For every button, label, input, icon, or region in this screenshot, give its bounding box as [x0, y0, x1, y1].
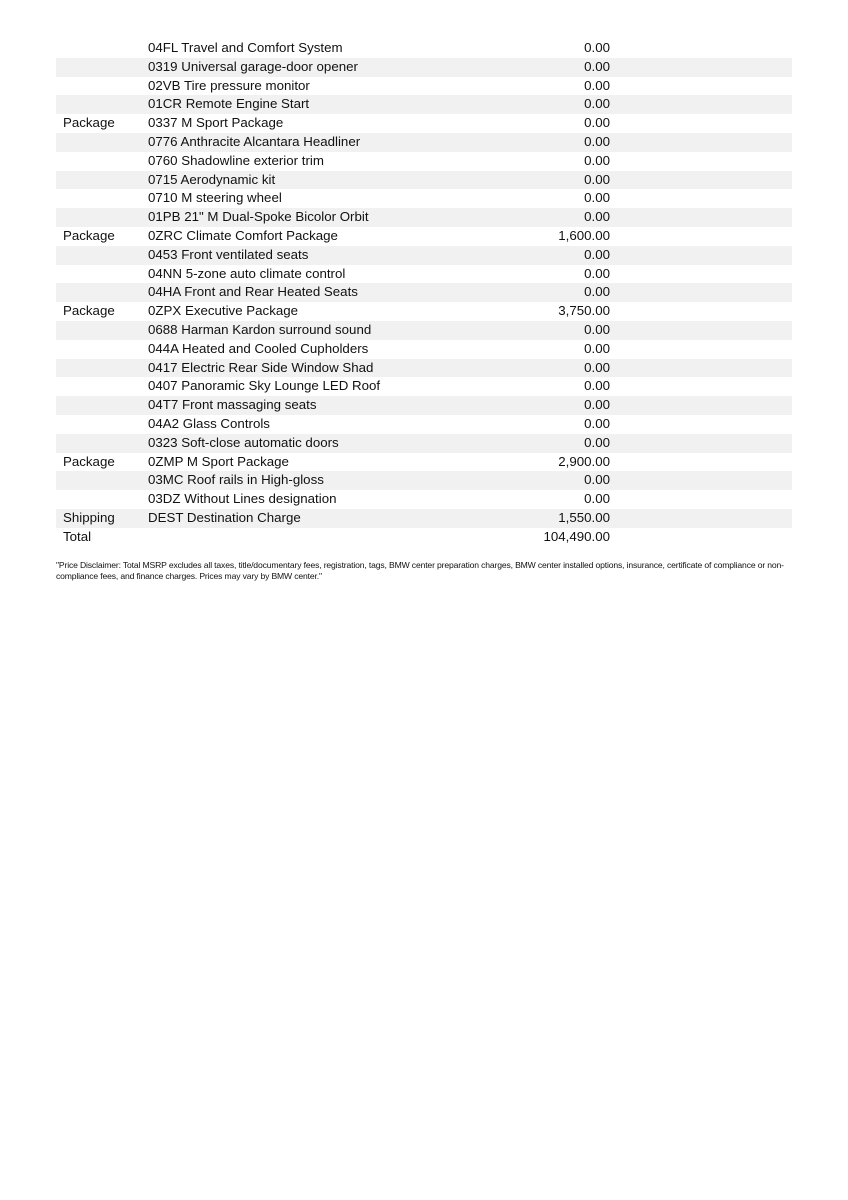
row-description: 0688 Harman Kardon surround sound	[148, 321, 372, 337]
table-row	[56, 95, 792, 114]
row-price: 0.00	[584, 472, 610, 488]
row-price: 0.00	[584, 115, 610, 131]
row-price: 0.00	[584, 397, 610, 413]
row-type	[56, 265, 148, 284]
row-type	[56, 471, 148, 490]
row-type: Package	[63, 115, 115, 131]
table-row	[56, 246, 792, 265]
row-price: 0.00	[584, 40, 610, 55]
row-price: 0.00	[584, 58, 610, 74]
row-description: 01PB 21" M Dual-Spoke Bicolor Orbit	[148, 209, 369, 225]
table-row	[56, 152, 792, 171]
row-type	[56, 246, 148, 265]
table-row	[56, 396, 792, 415]
row-type	[56, 434, 148, 453]
row-description: 03DZ Without Lines designation	[148, 491, 337, 507]
table-row	[56, 133, 792, 152]
row-price: 0.00	[584, 77, 610, 93]
row-description: 0760 Shadowline exterior trim	[148, 152, 324, 168]
row-price: 0.00	[584, 415, 610, 431]
row-type: Package	[63, 227, 115, 243]
table-row	[56, 265, 792, 284]
row-description: 04A2 Glass Controls	[148, 415, 270, 431]
row-type	[56, 133, 148, 152]
table-row	[56, 208, 792, 227]
price-disclaimer: "Price Disclaimer: Total MSRP excludes all taxes, title/documentary fees, registration, tags, BMW center preparation charges, BMW center installed options, insurance, certificate of compliance or non-compliance fees, and finance charges. Prices may vary by BMW center."	[56, 559, 784, 581]
row-price: 0.00	[584, 378, 610, 394]
row-price: 0.00	[584, 246, 610, 262]
row-description: DEST Destination Charge	[148, 509, 301, 525]
row-type: Shipping	[63, 509, 115, 525]
row-description: 0407 Panoramic Sky Lounge LED Roof	[148, 378, 381, 394]
total-row	[56, 528, 792, 547]
row-type	[56, 189, 148, 208]
row-price: 0.00	[584, 209, 610, 225]
row-type	[56, 39, 148, 58]
table-row	[56, 39, 792, 58]
table-row	[56, 490, 792, 509]
price-sheet	[56, 39, 792, 582]
row-price: 2,900.00	[558, 453, 610, 469]
row-type	[56, 321, 148, 340]
row-type	[56, 171, 148, 190]
row-description: 04NN 5-zone auto climate control	[148, 265, 346, 281]
row-description: 0453 Front ventilated seats	[148, 246, 309, 262]
row-description: 0715 Aerodynamic kit	[148, 171, 276, 187]
table-row	[56, 114, 792, 133]
table-row	[56, 227, 792, 246]
table-row	[56, 340, 792, 359]
row-type	[56, 283, 148, 302]
row-price: 0.00	[584, 171, 610, 187]
table-row	[56, 77, 792, 96]
row-description: 0337 M Sport Package	[148, 115, 284, 131]
row-price: 0.00	[584, 96, 610, 112]
row-price: 0.00	[584, 190, 610, 206]
table-row	[56, 283, 792, 302]
row-type	[56, 396, 148, 415]
row-type	[56, 77, 148, 96]
row-price: 3,750.00	[558, 303, 610, 319]
row-price: 1,600.00	[558, 227, 610, 243]
row-price: 0.00	[584, 340, 610, 356]
table-row	[56, 171, 792, 190]
table-row	[56, 377, 792, 396]
row-price: 0.00	[584, 265, 610, 281]
table-row	[56, 321, 792, 340]
table-row	[56, 434, 792, 453]
row-price: 1,550.00	[558, 509, 610, 525]
row-type	[56, 208, 148, 227]
row-description: 0417 Electric Rear Side Window Shad	[148, 359, 374, 375]
total-price: 104,490.00	[543, 528, 610, 544]
options-table	[56, 39, 792, 528]
row-price: 0.00	[584, 491, 610, 507]
table-row	[56, 189, 792, 208]
row-description: 0776 Anthracite Alcantara Headliner	[148, 133, 361, 149]
row-description: 04T7 Front massaging seats	[148, 397, 317, 413]
table-row	[56, 359, 792, 378]
row-description: 04HA Front and Rear Heated Seats	[148, 284, 358, 300]
total-desc	[148, 528, 530, 547]
row-type	[56, 377, 148, 396]
row-price: 0.00	[584, 133, 610, 149]
table-row	[56, 58, 792, 77]
row-type	[56, 490, 148, 509]
row-price: 0.00	[584, 284, 610, 300]
table-row	[56, 453, 792, 472]
row-description: 0319 Universal garage-door opener	[148, 58, 358, 74]
row-type	[56, 152, 148, 171]
table-row	[56, 415, 792, 434]
row-price: 0.00	[584, 321, 610, 337]
row-description: 01CR Remote Engine Start	[148, 96, 310, 112]
row-price: 0.00	[584, 152, 610, 168]
table-row	[56, 471, 792, 490]
row-price: 0.00	[584, 359, 610, 375]
row-type: Package	[63, 303, 115, 319]
row-type	[56, 340, 148, 359]
row-description: 044A Heated and Cooled Cupholders	[148, 340, 369, 356]
row-description: 0323 Soft-close automatic doors	[148, 434, 339, 450]
row-description: 02VB Tire pressure monitor	[148, 77, 310, 93]
row-type	[56, 359, 148, 378]
row-type	[56, 95, 148, 114]
row-price: 0.00	[584, 434, 610, 450]
row-type	[56, 415, 148, 434]
table-row	[56, 509, 792, 528]
table-row	[56, 302, 792, 321]
total-label: Total	[63, 528, 92, 544]
row-description: 0ZMP M Sport Package	[148, 453, 289, 469]
row-description: 0ZPX Executive Package	[148, 303, 299, 319]
row-type	[56, 58, 148, 77]
row-type: Package	[63, 453, 115, 469]
row-description: 0710 M steering wheel	[148, 190, 282, 206]
row-description: 03MC Roof rails in High-gloss	[148, 472, 324, 488]
row-description: 0ZRC Climate Comfort Package	[148, 227, 338, 243]
row-description: 04FL Travel and Comfort System	[148, 40, 343, 55]
